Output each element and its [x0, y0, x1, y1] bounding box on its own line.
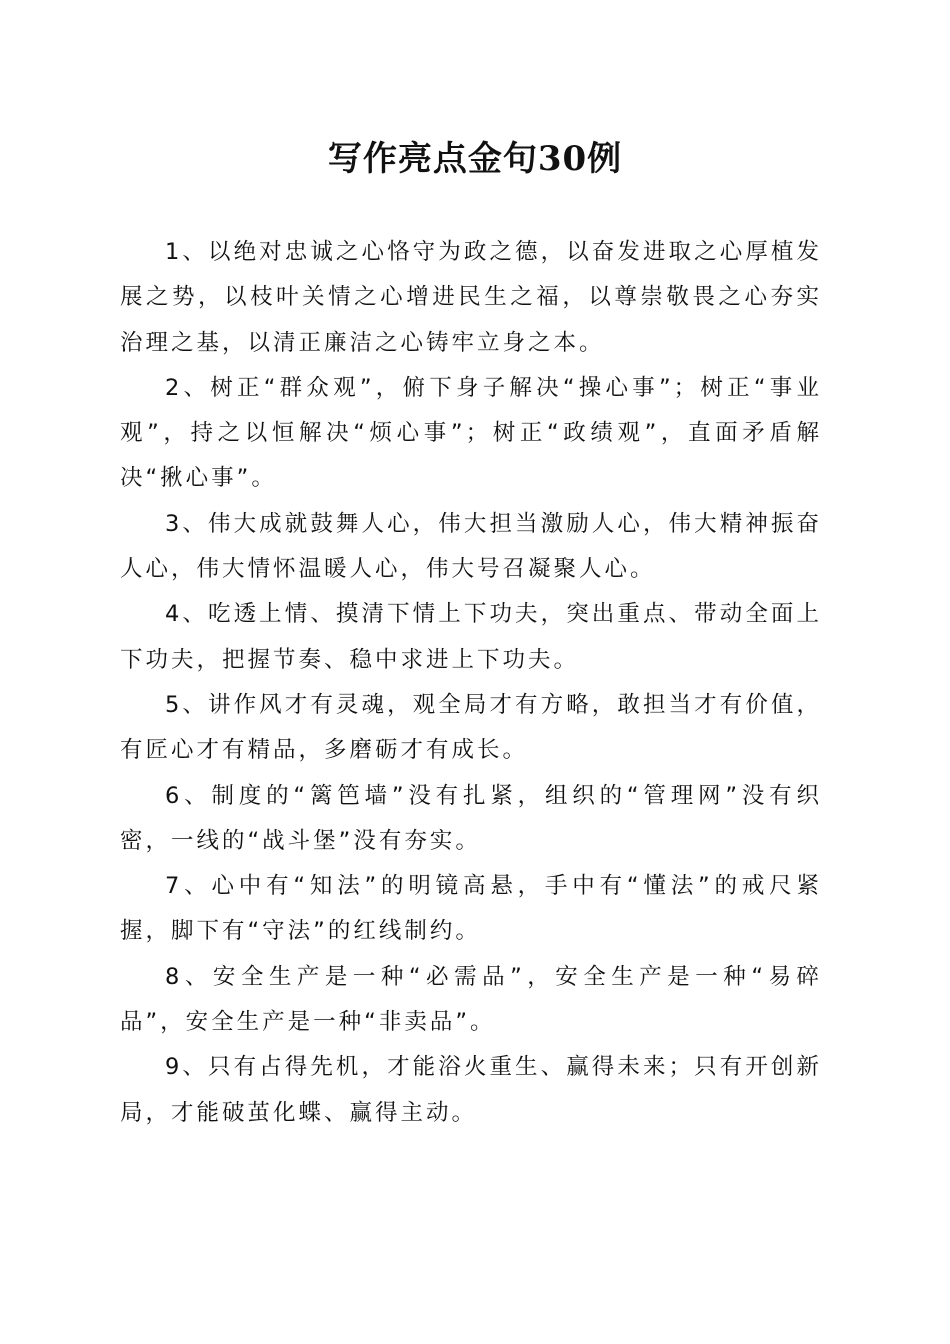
paragraph-7: 7、心中有“知法”的明镜高悬，手中有“懂法”的戒尺紧握，脚下有“守法”的红线制约。	[120, 873, 822, 945]
document-body	[120, 230, 822, 1136]
paragraph-2: 2、树正“群众观”，俯下身子解决“操心事”；树正“事业观”，持之以恒解决“烦心事”；树正“政绩观”，直面矛盾解决“揪心事”。	[120, 374, 822, 492]
paragraph-5: 5、讲作风才有灵魂，观全局才有方略，敢担当才有价值，有匠心才有精品，多磨砺才有成长。	[120, 691, 822, 764]
paragraph-4: 4、吃透上情、摸清下情上下功夫，突出重点、带动全面上下功夫，把握节奏、稳中求进上下功夫。	[120, 601, 822, 673]
paragraph-9: 9、只有占得先机，才能浴火重生、赢得未来；只有开创新局，才能破茧化蝶、赢得主动。	[120, 1054, 822, 1126]
paragraph-1: 1、以绝对忠诚之心恪守为政之德，以奋发进取之心厚植发展之势，以枝叶关情之心增进民生之福，以尊崇敬畏之心夯实治理之基，以清正廉洁之心铸牢立身之本。	[120, 239, 822, 356]
document-title: 写作亮点金句30例	[327, 139, 623, 179]
paragraph-6: 6、制度的“篱笆墙”没有扎紧，组织的“管理网”没有织密，一线的“战斗堡”没有夯实。	[120, 782, 822, 854]
paragraph-8: 8、安全生产是一种“必需品”，安全生产是一种“易碎品”，安全生产是一种“非卖品”。	[120, 963, 822, 1036]
paragraph-3: 3、伟大成就鼓舞人心，伟大担当激励人心，伟大精神振奋人心，伟大情怀温暖人心，伟大号召凝聚人心。	[120, 510, 822, 583]
